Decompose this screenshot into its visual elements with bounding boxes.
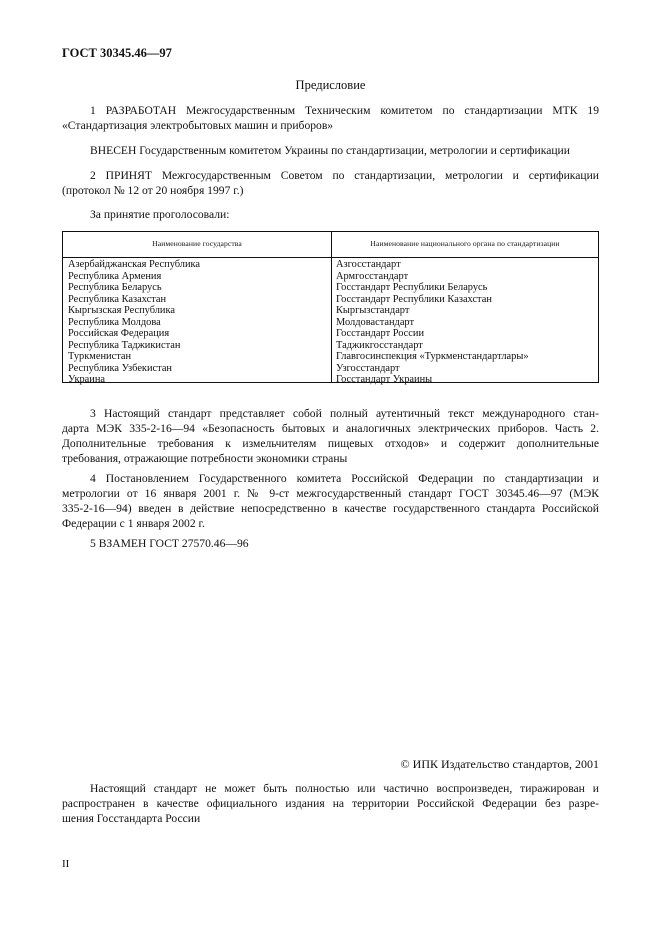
table-bodies-column <box>336 259 529 386</box>
copyright-line: © ИПК Издательство стандартов, 2001 <box>400 757 599 771</box>
item-4-line-4: Федерации с 1 января 2002 г. <box>62 517 205 530</box>
table-body-cell: Госстандарт России <box>336 328 425 339</box>
notice-line-2: распространен в качестве официального издания на территории Российской Федерации без разре- <box>62 797 599 810</box>
table-body-cell: Таджикгосстандарт <box>336 339 423 351</box>
item-4-decree <box>62 471 599 531</box>
table-body-cell: Кыргызстандарт <box>336 305 410 316</box>
item-1-line-2: «Стандартизация электробытовых машин и приборов» <box>62 119 334 132</box>
item-3-line-2: дарта МЭК 335-2-16—94 «Безопасность бытовых и аналогичных электрических приборов. Часть 2. <box>62 422 599 435</box>
page-number: II <box>62 858 70 870</box>
table-body-cell: Госстандарт Украины <box>336 374 433 385</box>
item-1-line-1: 1 РАЗРАБОТАН Межгосударственным Техническим комитетом по стандартизации МТК 19 <box>90 104 599 117</box>
notice-line-1: Настоящий стандарт не может быть полностью или частично воспроизведен, тиражирован и <box>90 782 599 795</box>
table-column-divider <box>331 232 332 382</box>
item-3-line-1: 3 Настоящий стандарт представляет собой полный аутентичный текст международного стан- <box>90 407 599 420</box>
reproduction-notice <box>62 781 599 826</box>
table-body-cell: Азгосстандарт <box>336 259 401 270</box>
voted-text: За принятие проголосовали: <box>90 208 230 221</box>
introduced-by <box>62 143 599 158</box>
voting-table <box>62 231 599 383</box>
table-state-cell: Республика Молдова <box>68 316 161 328</box>
notice-line-3: шения Госстандарта России <box>62 812 201 825</box>
table-state-cell: Республика Казахстан <box>68 293 167 305</box>
table-body-cell: Госстандарт Республики Казахстан <box>336 293 492 305</box>
table-header-body: Наименование национального органа по стандартизации <box>370 239 560 248</box>
item-3-line-3: Дополнительные требования к измельчителям пищевых отходов» и содержит дополнительные <box>62 437 599 450</box>
document-code: ГОСТ 30345.46—97 <box>62 46 172 60</box>
item-3-line-4: требования, отражающие потребности экономики страны <box>62 452 348 465</box>
item-3-standard-text <box>62 406 599 466</box>
item-4-line-1: 4 Постановлением Государственного комитета Российской Федерации по стандартизации и <box>90 472 599 485</box>
foreword-title: Предисловие <box>295 78 366 92</box>
voted-label <box>62 207 599 222</box>
item-5-replaces <box>62 536 599 551</box>
table-state-cell: Туркменистан <box>68 351 132 362</box>
item-2-line-2: (протокол № 12 от 20 ноября 1997 г.) <box>62 184 244 197</box>
table-body-cell: Узгосстандарт <box>336 362 400 374</box>
table-header-state: Наименование государства <box>152 239 242 248</box>
table-body-cell: Главгосинспекция «Туркменстандартлары» <box>336 351 529 362</box>
table-body-cell: Молдовастандарт <box>336 316 415 328</box>
table-state-cell: Республика Армения <box>68 270 162 282</box>
item-2-adopted <box>62 168 599 198</box>
item-4-line-2: метрологии от 16 января 2001 г. № 9-ст межгосударственный стандарт ГОСТ 30345.46—97 (МЭК <box>62 487 599 500</box>
table-state-cell: Украина <box>68 374 106 385</box>
table-state-cell: Республика Беларусь <box>68 282 162 293</box>
table-body-cell: Госстандарт Республики Беларусь <box>336 282 488 293</box>
item-1-developed <box>62 103 599 133</box>
table-body-cell: Армгосстандарт <box>336 270 409 282</box>
item-4-line-3: 335-2-16—94) введен в действие непосредственно в качестве государственного стандарта Российской <box>62 502 599 515</box>
table-state-cell: Республика Таджикистан <box>68 339 181 351</box>
introduced-text: ВНЕСЕН Государственным комитетом Украины по стандартизации, метрологии и сертификации <box>90 144 570 157</box>
item-2-line-1: 2 ПРИНЯТ Межгосударственным Советом по стандартизации, метрологии и сертификации <box>90 169 599 182</box>
table-state-cell: Кыргызская Республика <box>68 305 175 316</box>
table-states-column <box>68 259 200 386</box>
item-5-text: 5 ВЗАМЕН ГОСТ 27570.46—96 <box>90 537 249 550</box>
table-state-cell: Российская Федерация <box>68 328 170 339</box>
table-state-cell: Республика Узбекистан <box>68 362 172 374</box>
table-state-cell: Азербайджанская Республика <box>68 259 201 270</box>
